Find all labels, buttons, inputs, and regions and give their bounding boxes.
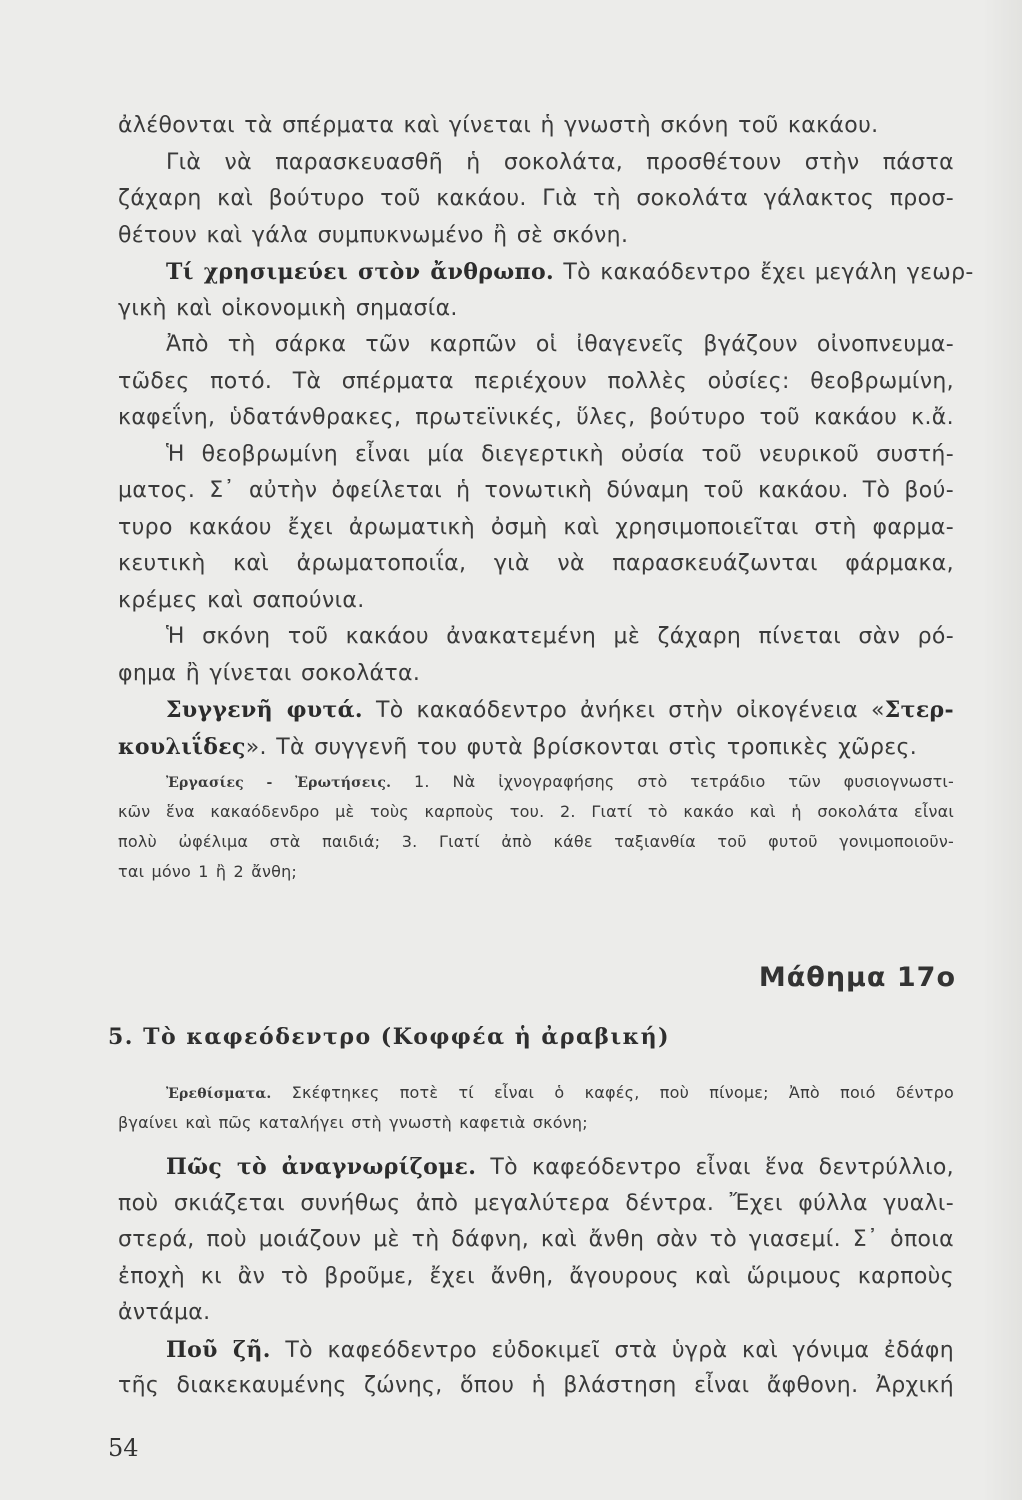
text-segment: Τὸ κακαόδεντρο ἀνήκει στὴν οἰκογένεια « [375,698,885,723]
related-heading-line [118,692,954,729]
text-line: Ἡ θεοβρωμίνη εἶναι μία διεγερτικὴ οὐσία τοῦ νευρικοῦ συστή- [166,441,954,467]
text-segment: Τὸ καφεόδεντρο εὐδοκιμεῖ στὰ ὑγρὰ καὶ γόνιμα ἐδάφη [285,1337,954,1363]
text-line: ποὺ σκιάζεται συνήθως ἀπὸ μεγαλύτερα δέντρα. Ἔχει φύλλα γυαλι- [118,1190,954,1216]
stimuli-block [118,1078,954,1138]
lives-heading: Ποῦ ζῆ. [166,1336,271,1363]
exercise-line [118,767,954,797]
lower-text-block [118,1149,954,1405]
text-line: γικὴ καὶ οἰκονομικὴ σημασία. [118,295,458,321]
use-heading: Τί χρησιμεύει στὸν ἄνθρωπο. [166,259,555,285]
text-line: κρέμες καὶ σαπούνια. [118,587,365,613]
lives-heading-line [118,1332,954,1369]
exercise-line: κῶν ἕνα κακαόδενδρο μὲ τοὺς καρποὺς του. 2. Γιατί τὸ κακάο καὶ ἡ σοκολάτα εἶναι [118,802,954,821]
section-title: 5. Τὸ καφεόδεντρο (Κοφφέα ἡ ἀραβική) [108,1024,671,1050]
family-name: Στερ- [884,697,955,723]
text-line: ἀλέθονται τὰ σπέρματα καὶ γίνεται ἡ γνωστὴ σκόνη τοῦ κακάου. [118,113,879,138]
text-line: τῶδες ποτό. Τὰ σπέρματα περιέχουν πολλὲς οὐσίες: θεοβρωμίνη, [118,368,954,394]
text-line: Γιὰ νὰ παρασκευασθῆ ἡ σοκολάτα, προσθέτουν στὴν πάστα [166,149,954,175]
text-line: ζάχαρη καὶ βούτυρο τοῦ κακάου. Γιὰ τὴ σοκολάτα γάλακτος προσ- [118,186,954,211]
recognize-heading-line [118,1149,954,1186]
text-line: κευτικὴ καὶ ἀρωματοποιΐα, γιὰ νὰ παρασκευάζωνται φάρμακα, [118,551,954,576]
stimuli-heading: Ἐρεθίσματα. [166,1086,272,1102]
text-line: στερά, ποὺ μοιάζουν μὲ τὴ δάφνη, καὶ ἄνθη σὰν τὸ γιασεμί. Σ᾽ ὁποια [118,1227,954,1252]
text-segment: Τὸ καφεόδεντρο εἶναι ἕνα δεντρύλλιο, [490,1155,955,1180]
exercises-block [118,767,954,887]
stimuli-line [118,1078,954,1108]
page-edge-shadow [982,0,1022,1500]
text-line: τυρο κακάου ἔχει ἀρωματικὴ ὀσμὴ καὶ χρησιμοποιεῖται στὴ φαρμα- [118,514,954,540]
text-line: Ἀπὸ τὴ σάρκα τῶν καρπῶν οἱ ἰθαγενεῖς βγάζουν οἰνοπνευμα- [166,332,954,357]
text-segment: Σκέφτηκες ποτὲ τί εἶναι ὁ καφές, ποὺ πίνομε; Ἀπὸ ποιό δέντρο [291,1083,954,1102]
text-segment: 1. Νὰ ἰχνογραφήσης στὸ τετράδιο τῶν φυσιογνωστι- [414,772,954,791]
lesson-heading: Μάθημα 17ο [758,962,956,993]
text-line: ἐποχὴ κι ἂν τὸ βροῦμε, ἔχει ἄνθη, ἄγουρους καὶ ὥριμους καρποὺς [118,1263,954,1289]
text-segment: Τὸ κακαόδεντρο ἔχει μεγάλη γεωρ- [563,260,974,285]
text-line: φημα ἢ γίνεται σοκολάτα. [118,660,421,686]
text-line: θέτουν καὶ γάλα συμπυκνωμένο ἢ σὲ σκόνη. [118,222,629,248]
text-line: ματος. Σ᾽ αὐτὴν ὀφείλεται ἡ τονωτικὴ δύναμη τοῦ κακάου. Τὸ βού- [118,478,954,503]
related-line-2 [118,729,954,766]
use-heading-line [118,254,974,291]
exercise-line: ται μόνο 1 ἢ 2 ἄνθη; [118,862,298,881]
related-heading: Συγγενῆ φυτά. [166,697,363,723]
stimuli-line: βγαίνει καὶ πῶς καταλήγει στὴ γνωστὴ καφετιὰ σκόνη; [118,1113,588,1132]
text-segment: ». Τὰ συγγενῆ του φυτὰ βρίσκονται στὶς τροπικὲς χῶρες. [245,734,918,760]
page-number: 54 [108,1434,139,1462]
text-line: ἀντάμα. [118,1300,211,1325]
text-line: τῆς διακεκαυμένης ζώνης, ὅπου ἡ βλάστηση εἶναι ἄφθονη. Ἀρχική [118,1373,954,1398]
text-line: καφεΐνη, ὑδατάνθρακες, πρωτεϊνικές, ὕλες, βούτυρο τοῦ κακάου κ.ἄ. [118,405,954,430]
text-line: Ἡ σκόνη τοῦ κακάου ἀνακατεμένη μὲ ζάχαρη πίνεται σὰν ρό- [166,624,954,649]
exercise-line: πολὺ ὠφέλιμα στὰ παιδιά; 3. Γιατί ἀπὸ κάθε ταξιανθία τοῦ φυτοῦ γονιμοποιοῦν- [118,832,954,851]
family-name-cont: κουλιΐδες [118,733,246,760]
exercises-heading: Ἐργασίες - Ἐρωτήσεις. [166,775,392,791]
recognize-heading: Πῶς τὸ ἀναγνωρίζομε. [166,1154,477,1180]
main-text-block [118,108,974,765]
